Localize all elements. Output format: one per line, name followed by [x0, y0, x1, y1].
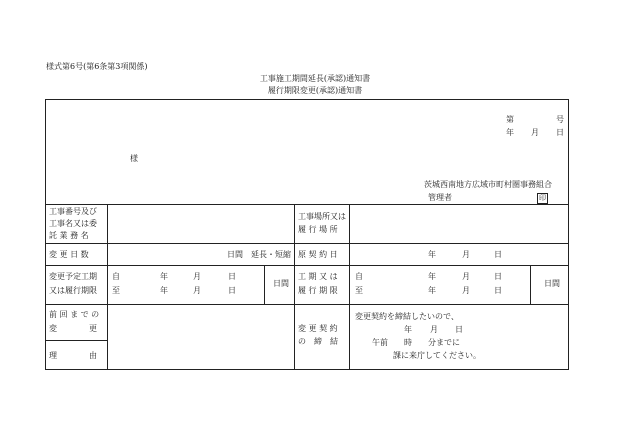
addressee-sama: 様 [130, 154, 138, 163]
change-days-label: 変 更 日 数 [49, 250, 89, 259]
orig-month: 月 [462, 250, 470, 259]
change-days-unit: 日間 延長・短縮 [227, 250, 291, 259]
planned-label-2: 又は履行期限 [49, 286, 97, 295]
work-no-label-3: 託 業 務 名 [49, 231, 89, 240]
notice-month: 月 [430, 325, 438, 334]
contract-change-label-2: の 締 結 [298, 337, 338, 346]
row-line [45, 304, 569, 305]
period-label-1: 工 期 又 は [298, 272, 338, 281]
col-line [294, 204, 295, 370]
period-to: 至 [355, 286, 363, 295]
period-to-year: 年 [428, 286, 436, 295]
planned-from-day: 日 [228, 272, 236, 281]
work-no-label-2: 工事名又は委 [49, 219, 97, 228]
period-from: 自 [355, 272, 363, 281]
work-no-label-1: 工事番号及び [49, 207, 97, 216]
col-line [530, 265, 531, 304]
period-to-day: 日 [494, 286, 502, 295]
planned-from: 自 [112, 272, 120, 281]
manager-label: 管理者 [428, 193, 452, 202]
col-line [349, 204, 350, 370]
reason-label: 理 由 [49, 351, 97, 360]
notice-line-3: 午前 時 分までに [372, 338, 460, 347]
planned-to-day: 日 [228, 286, 236, 295]
form-label: 様式第6号(第6条第3項関係) [46, 62, 148, 71]
notice-day: 日 [455, 325, 463, 334]
planned-to-year: 年 [160, 286, 168, 295]
place-label-2: 履 行 場 所 [298, 225, 338, 234]
previous-label-1: 前 回 ま で の [49, 310, 100, 319]
title-line-2: 履行期限変更(承認)通知書 [267, 86, 363, 95]
planned-label-1: 変更予定工期 [49, 272, 97, 281]
col-line [107, 204, 108, 370]
planned-to-month: 月 [193, 286, 201, 295]
period-to-month: 月 [462, 286, 470, 295]
row-line [45, 243, 569, 244]
planned-to: 至 [112, 286, 120, 295]
orig-day: 日 [494, 250, 502, 259]
notice-line-4: 課に来庁してください。 [393, 351, 481, 360]
organization-name: 茨城西南地方広域市町村圏事務組合 [424, 180, 552, 189]
planned-from-month: 月 [193, 272, 201, 281]
original-contract-label: 原 契 約 日 [298, 250, 338, 259]
year-label: 年 [506, 128, 514, 137]
month-label: 月 [531, 128, 539, 137]
place-label-1: 工事場所又は [298, 212, 346, 221]
orig-year: 年 [428, 250, 436, 259]
period-from-day: 日 [494, 272, 502, 281]
period-from-month: 月 [462, 272, 470, 281]
row-line [45, 265, 569, 266]
col-line [264, 265, 265, 304]
period-label-2: 履 行 期 限 [298, 286, 338, 295]
row-line [45, 204, 569, 205]
planned-from-year: 年 [160, 272, 168, 281]
notice-year: 年 [404, 325, 412, 334]
planned-nikan: 日間 [273, 279, 289, 288]
period-nikan: 日間 [544, 279, 560, 288]
dai-label: 第 [506, 115, 514, 124]
notice-line-1: 変更契約を締結したいので、 [355, 312, 459, 321]
row-line [45, 340, 107, 341]
day-label: 日 [556, 128, 564, 137]
period-from-year: 年 [428, 272, 436, 281]
contract-change-label-1: 変 更 契 約 [298, 324, 338, 333]
title-line-1: 工事施工期間延長(承認)通知書 [259, 74, 371, 83]
go-label: 号 [556, 115, 564, 124]
seal-mark: 印 [539, 194, 546, 202]
previous-label-2: 変 更 [49, 324, 97, 333]
